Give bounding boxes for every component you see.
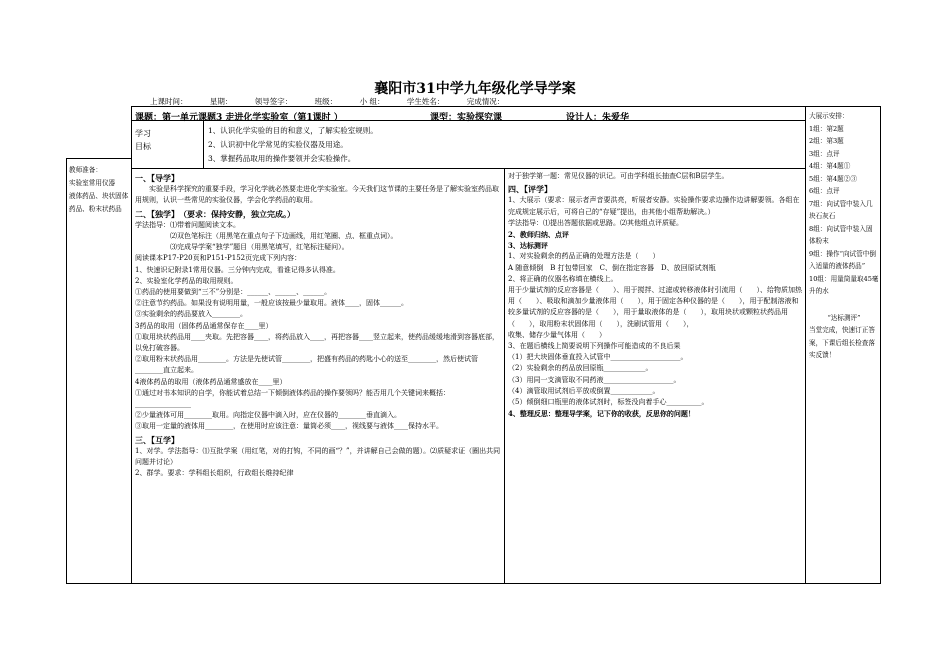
goal-item: 3、掌握药品取用的操作要领并会实验操作。 [208,154,356,163]
goals-label-divider [203,120,204,168]
prep-line: 药品、粉末状药品 [69,205,122,213]
page-title: 襄阳市31中学九年级化学导学案 [374,81,576,97]
schedule-item: 5组：第4题②③ [809,174,857,183]
content-line: 阅读课本P17-P20页和P151-P152页完成下列内容： [135,254,302,263]
teacher-prep [69,164,131,216]
goals-label [135,127,151,153]
right-column [508,171,803,419]
schedule-title: 大展示安排： [809,112,849,120]
goals-label-1: 学习 [135,129,151,138]
prep-line: 实验室常用仪器 [69,179,116,187]
prep-line: 液体药品、块状固体 [69,192,129,200]
section-heading: 一、【导学】 [135,173,179,183]
content-line: 学法指导：⑴带着问题阅读文本。 [135,220,240,229]
meta-class: 班级： [314,97,338,106]
goal-item: 2、认识初中化学常见的实验仪器及用途。 [208,140,348,149]
meta-weekday: 星期： [209,97,233,106]
content-line: 学法指导：⑴提出答题依据或思路。⑵其他组点评质疑。 [508,218,683,227]
schedule-item: 9组：操作“向试管中倒入适量的液体药品” [809,249,876,270]
schedule-item: 1组：第2题 [809,124,844,133]
goals-label-2: 目标 [135,142,151,151]
meta-time: 上课时间： [150,97,188,106]
content-line: 用于少量试剂的反应容器是（ ）、用于搅拌、过滤或转移液体时引流用（ ）、给物质加热用（ ）、吸取和滴加少量液体用（ ），用于固定各种仪器的是（ ），用于配制溶液和较多量试剂的反应容器的是（ ），用于量取液体的是（ ），取用块状或颗粒状药品用（ ），取用粉末状固体用（ ），洗刷试管用（ ）， [508,286,802,328]
prep-line: 教师准备： [69,166,102,174]
content-line: 2、实验室化学药品的取用规则。 [135,276,238,285]
content-line: ⑵双色笔标注（用黑笔在重点句子下边画线，用红笔圈、点、框重点词）。 [135,232,398,241]
goals-divider [131,168,806,169]
content-line: 1、对学。学法指导：⑴互批学案（用红笔，对的打钩，不同的画“？”，并讲解自己会做的题）。⑵质疑求证（圈出共同问题并讨论） [135,446,501,467]
columns-divider [504,168,505,584]
meta-student: 学生姓名： [406,97,445,106]
section-heading: 四、【评学】 [508,184,552,195]
eval-text: 当堂完成，快速订正答案，下课后组长检查落实反馈！ [809,326,875,359]
content-line: 4、整理反思：整理导学案，记下你的收获，反思你的问题！ [508,409,695,419]
meta-completion: 完成情况： [466,97,505,106]
content-line: 对于独学第一题：常见仪器的识记。可由学科组长抽查C层和B层学生。 [508,172,729,180]
content-line: ①取用块状药品用____夹取。先把容器____，将药品放入____，再把容器____竖立起来，使药品缓缓地滑到容器底部，以免打破容器。 [135,332,499,353]
content-line: 1、快速识记附录1常用仪器。三分钟内完成，看谁记得多认得准。 [135,265,340,274]
content-line: 3药品的取用（固体药品通常保存在____里） [135,321,273,330]
content-line: A 随意倾倒 B 打包带回家 C、倒在指定容器 D、放回原试剂瓶 [508,263,716,272]
schedule-item: 8组：向试管中装入固体粉末 [809,224,873,245]
content-line: （3）用同一支滴管取不同药液____________________。 [508,375,681,384]
section-heading: 二、【独学】 （要求：保持安静，独立完成。） [135,208,295,219]
topic-label: 课题：第一单元课题3 走进化学实验室（第1课时 ） [135,113,343,123]
left-sidebar-frame [66,158,132,584]
goal-item: 1、认识化学实验的目的和意义，了解实验室规则。 [208,126,378,135]
content-line: ②少量液体可用________取用。向指定仪器中滴入时，应在仪器的________垂直滴入。 [135,411,401,420]
content-line: （2）实验剩余的药品放回原瓶____________。 [508,364,653,373]
content-line: 1、对实验剩余的药品正确的处理方法是（ ） [508,252,660,261]
content-line: 1、大展示（要求：展示者声音要洪亮，听展者安静。实验操作要求边操作边讲解要领。各组在完成规定展示后，可将自己的“存疑”提出，由其他小组帮助解决。） [508,196,800,216]
content-line: ①通过对书本知识的自学，你能试着总结一下倾倒液体药品的操作要领吗？能否用几个关键词来概括：________________ [135,388,450,409]
eval-title: “达标测评” [827,313,861,322]
content-line: 2、教师归纳、点评 [508,230,569,240]
content-line: ③取用一定量的液体用________，在使用时应该注意：量筒必须____，视线要与液体____保持水平。 [135,422,443,431]
content-line: （4）滴管取用试剂后平放或倒置____________。 [508,386,660,395]
content-line: ⑶完成导学案“独学”题目（用黑笔填写，红笔标注疑问）。 [135,243,349,252]
schedule-item: 10组：用量筒量取45毫升的水 [809,274,879,295]
showcase-schedule [809,110,879,362]
goals-list [208,124,378,166]
left-column [135,171,501,479]
schedule-item: 7组：向试管中装入几块石灰石 [809,199,873,220]
content-line: （1）把大块固体垂直投入试管中____________________。 [508,353,688,362]
schedule-item: 2组：第3题 [809,137,844,145]
content-line: ②注意节约药品。如果没有说明用量，一般应该按最少量取用。液体____，固体______。 [135,299,408,308]
schedule-item: 3组：点评 [809,149,840,158]
schedule-item: 6组：点评 [809,187,840,195]
content-line: （5）倾倒细口瓶里的液体试剂时，标签没向着手心__________。 [508,398,709,407]
schedule-item: 4组：第4题① [809,162,851,170]
content-line: 3、达标测评 [508,241,548,251]
designer: 设计人：朱爱华 [566,113,630,123]
content-line: 3、在题后横线上简要说明下列操作可能造成的不良后果 [508,342,681,351]
content-line: ②取用粉末状药品用________。方法是先使试管________，把盛有药品的药匙小心的送至________，然后使试管________直立起来。 [135,355,478,375]
meta-group: 小 组： [359,97,385,106]
lesson-type: 课型：实验探究课 [430,113,503,123]
content-line: 4液体药品的取用（液体药品通常盛放在____里） [135,377,287,386]
content-line: 收集、储存少量气体用（ ） [508,330,606,339]
content-line: 实验是科学探究的重要手段，学习化学就必然要走进化学实验室。今天我们这节课的主要任务是了解实验室药品取用规则，认识一些常见的实验仪器，学会化学药品的取用。 [135,185,499,205]
content-line: ③实验剩余的药品要放入________。 [135,310,247,319]
content-line: 2、群学。要求：学科组长组织，行政组长维持纪律 [135,469,294,478]
meta-signature: 领导签字： [254,97,293,106]
content-line: ①药品的使用要做到“三不”分别是：______、______、______。 [135,288,332,297]
section-heading: 三、【互学】 [135,434,179,445]
content-line: 2、将正确的仪器名称填在横线上。 [508,274,618,283]
